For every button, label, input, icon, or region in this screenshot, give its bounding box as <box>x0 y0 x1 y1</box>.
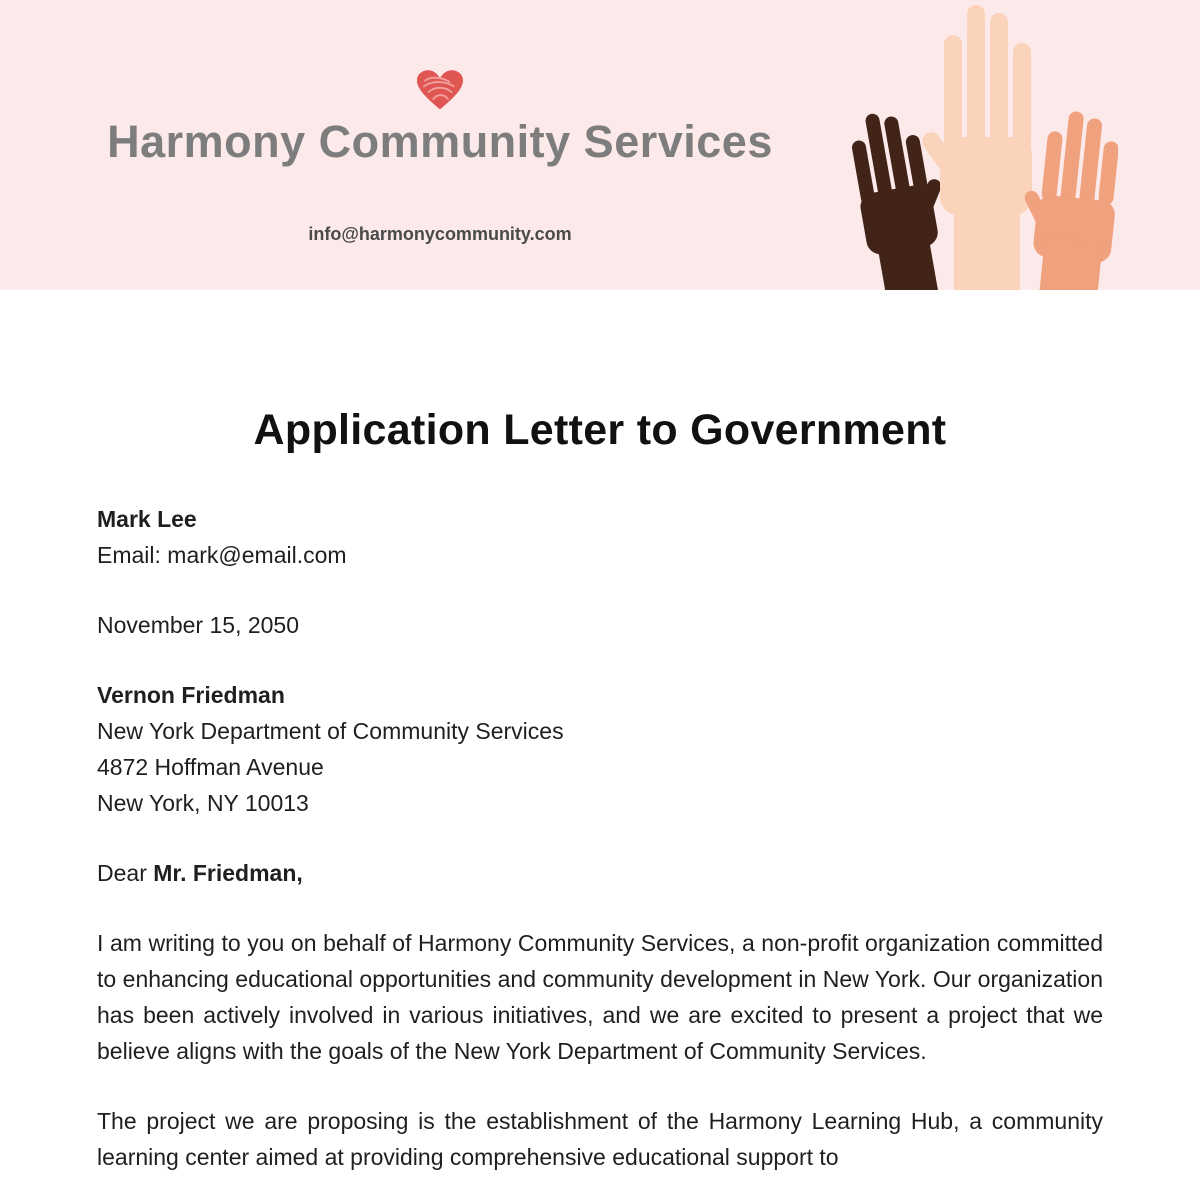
salutation <box>97 855 1103 891</box>
recipient-name: Vernon Friedman <box>97 682 285 708</box>
org-email: info@harmonycommunity.com <box>308 224 572 244</box>
paragraph-2: The project we are proposing is the establishment of the Harmony Learning Hub, a community learning center aimed at providing comprehensive educational support to <box>97 1108 1103 1170</box>
letter-title: Application Letter to Government <box>253 406 947 454</box>
salutation-prefix: Dear <box>97 860 154 886</box>
sender-email: Email: mark@email.com <box>97 542 347 568</box>
recipient-city: New York, NY 10013 <box>97 790 309 816</box>
org-name: Harmony Community Services <box>107 116 773 167</box>
recipient-org: New York Department of Community Services <box>97 718 564 744</box>
raised-hands-illustration <box>846 0 1118 290</box>
salutation-name: Mr. Friedman, <box>153 860 303 886</box>
letter-date: November 15, 2050 <box>97 612 300 638</box>
heart-icon <box>417 70 463 112</box>
letterhead-left <box>0 0 880 245</box>
recipient-street: 4872 Hoffman Avenue <box>97 754 324 780</box>
light-hand-icon <box>919 5 1032 290</box>
letterhead <box>0 0 1200 290</box>
sender-name: Mark Lee <box>97 506 197 532</box>
letter-body <box>0 406 1200 1175</box>
paragraph-1: I am writing to you on behalf of Harmony Community Services, a non-profit organization committed to enhancing educational opportunities and community development in New York. Our organization has been actively involved in various initiatives, and we are excited to present a project that we believe aligns with the goals of the New York Department of Community Services. <box>97 930 1103 1064</box>
